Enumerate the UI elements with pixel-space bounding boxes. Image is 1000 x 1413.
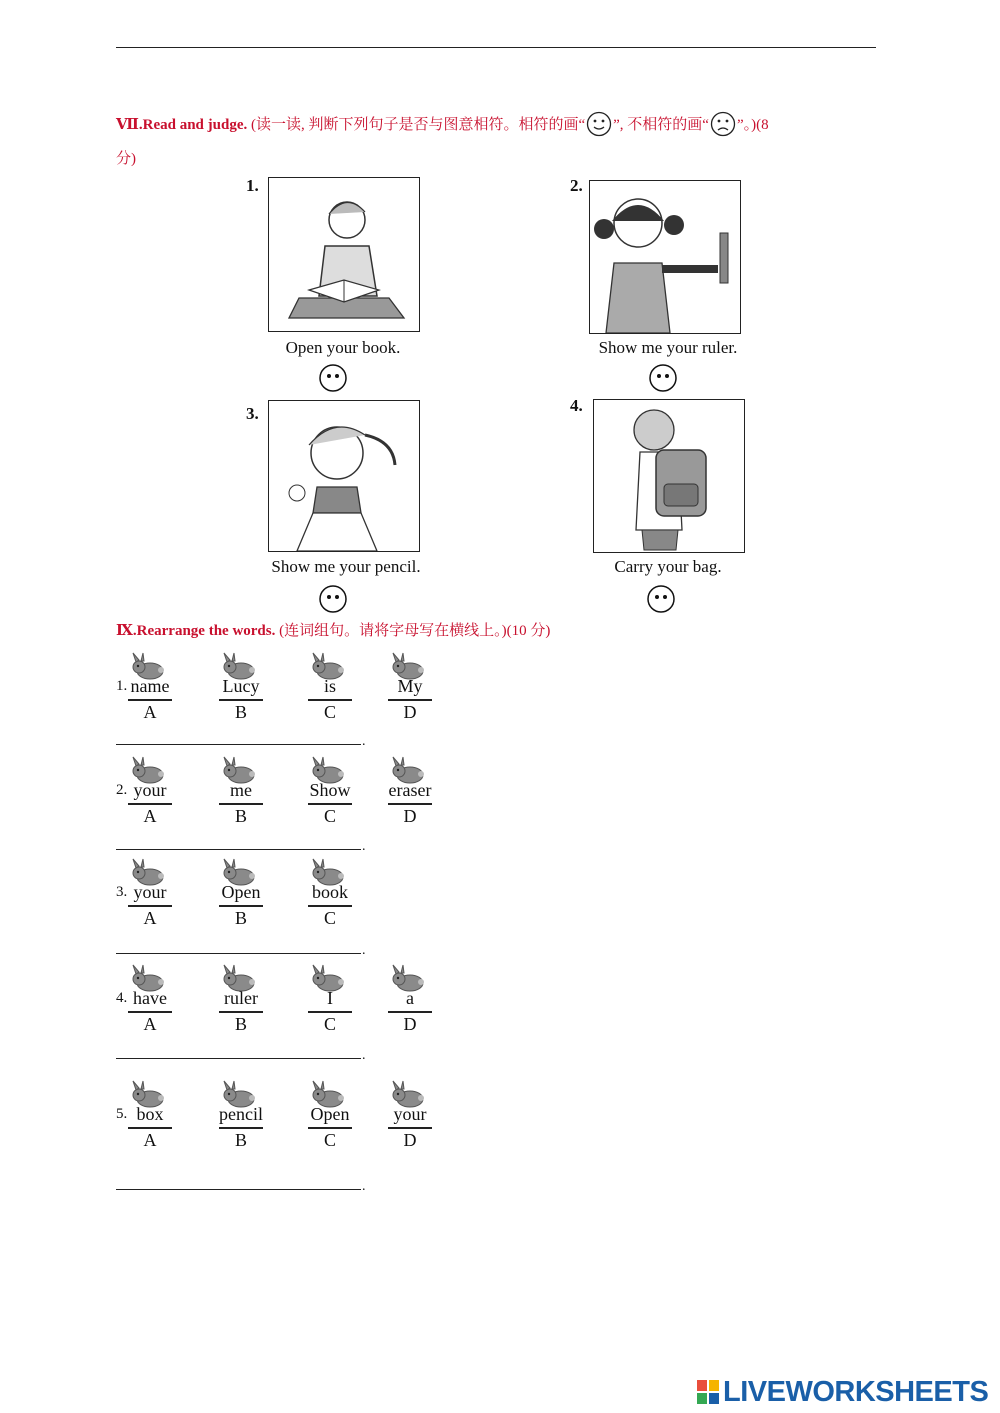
word-underline (388, 803, 432, 805)
word-underline (308, 699, 352, 701)
question-1-number: 1. (116, 678, 128, 694)
question-4-number: 4. (116, 990, 128, 1006)
picture-3-number: 3. (246, 404, 259, 423)
word-underline (128, 1127, 172, 1129)
question-1-letter-c: C (323, 702, 336, 722)
question-1-answer-line[interactable] (116, 744, 361, 745)
question-5-letter-c: C (323, 1130, 336, 1150)
question-4-letter-b: B (234, 1014, 247, 1034)
word-underline (219, 905, 263, 907)
question-2-end-period: . (362, 839, 366, 854)
picture-2-answer-face-icon[interactable] (648, 363, 678, 393)
question-4-word-a: have (133, 988, 167, 1008)
question-5-answer-line[interactable] (116, 1189, 361, 1190)
question-5-word-c: Open (310, 1104, 350, 1124)
section-9-title: Rearrange the words. (136, 623, 276, 639)
question-4-letter-a: A (143, 1014, 157, 1034)
boy-reading-illustration (269, 178, 419, 331)
section-7-instr-a: (读一读, 判断下列句子是否与图意相符。相符的画“ (247, 117, 586, 133)
question-3-word-b: Open (221, 882, 261, 902)
question-2-letter-c: C (323, 806, 336, 826)
top-rule (116, 47, 876, 48)
question-5-word-b: pencil (219, 1104, 263, 1124)
question-5-letter-d: D (403, 1130, 417, 1150)
brand-text: LIVEWORKSHEETS (723, 1375, 989, 1408)
question-1-letter-a: A (143, 702, 157, 722)
word-underline (308, 803, 352, 805)
word-underline (219, 1127, 263, 1129)
word-underline (388, 1127, 432, 1129)
question-5-letter-b: B (234, 1130, 247, 1150)
question-5-word-a: box (136, 1104, 164, 1124)
question-4-word-d: a (406, 988, 414, 1008)
section-9-heading (116, 614, 886, 648)
picture-3-girl-pencil (268, 400, 420, 552)
happy-face-icon (586, 111, 612, 137)
picture-2-girl-ruler (589, 180, 741, 334)
section-7-heading (116, 108, 886, 176)
question-5-end-period: . (362, 1179, 366, 1194)
word-underline (308, 905, 352, 907)
question-3-answer-line[interactable] (116, 953, 361, 954)
question-5-number: 5. (116, 1106, 128, 1122)
question-2-number: 2. (116, 782, 128, 798)
liveworksheets-logo-icon (697, 1380, 719, 1404)
question-2-word-d: eraser (388, 780, 432, 800)
question-1-word-c: is (323, 676, 336, 696)
question-4-end-period: . (362, 1048, 366, 1063)
word-underline (128, 905, 172, 907)
question-5-letter-a: A (143, 1130, 157, 1150)
question-4-word-b: ruler (224, 988, 258, 1008)
word-underline (219, 803, 263, 805)
question-1-word-b: Lucy (222, 676, 260, 696)
section-9-instr: (连词组句。请将字母写在横线上。)(10 分) (275, 623, 551, 639)
picture-2-number: 2. (570, 176, 583, 195)
question-1-word-d: My (397, 676, 423, 696)
girl-ruler-illustration (590, 181, 740, 333)
section-7-instr-d: 分) (116, 151, 136, 167)
word-underline (308, 1127, 352, 1129)
picture-2-caption: Show me your ruler. (598, 338, 738, 357)
word-underline (128, 1011, 172, 1013)
picture-4-caption: Carry your bag. (614, 557, 722, 576)
question-2-letter-d: D (403, 806, 417, 826)
word-underline (388, 699, 432, 701)
picture-3-answer-face-icon[interactable] (318, 584, 348, 614)
section-7-instr-b: ”, 不相符的画“ (613, 117, 709, 133)
question-3-letter-b: B (234, 908, 247, 928)
section-7-number: Ⅶ. (116, 117, 143, 133)
picture-3-caption: Show me your pencil. (271, 557, 421, 576)
word-underline (388, 1011, 432, 1013)
question-3-word-a: your (133, 882, 167, 902)
picture-4-number: 4. (570, 396, 583, 415)
question-1-letter-d: D (403, 702, 417, 722)
sad-face-icon (710, 111, 736, 137)
word-underline (128, 699, 172, 701)
question-4-answer-line[interactable] (116, 1058, 361, 1059)
child-bag-illustration (594, 400, 744, 552)
picture-1-number: 1. (246, 176, 259, 195)
section-7-instr-c: ”。)(8 (736, 117, 769, 133)
picture-1-caption: Open your book. (285, 338, 401, 357)
word-underline (308, 1011, 352, 1013)
question-4-letter-c: C (323, 1014, 336, 1034)
question-2-letter-a: A (143, 806, 157, 826)
question-3-letter-c: C (323, 908, 336, 928)
question-5-word-d: your (393, 1104, 427, 1124)
girl-pencil-illustration (269, 401, 419, 551)
section-7-title: Read and judge. (142, 117, 248, 133)
picture-1-answer-face-icon[interactable] (318, 363, 348, 393)
picture-4-answer-face-icon[interactable] (646, 584, 676, 614)
liveworksheets-brand (697, 1376, 988, 1408)
question-3-letter-a: A (143, 908, 157, 928)
question-2-answer-line[interactable] (116, 849, 361, 850)
question-2-word-c: Show (309, 780, 351, 800)
question-3-end-period: . (362, 943, 366, 958)
picture-1-boy-reading (268, 177, 420, 332)
picture-4-child-bag (593, 399, 745, 553)
word-underline (219, 1011, 263, 1013)
question-1-letter-b: B (234, 702, 247, 722)
word-underline (219, 699, 263, 701)
word-underline (128, 803, 172, 805)
question-2-word-a: your (133, 780, 167, 800)
question-2-word-b: me (230, 780, 252, 800)
question-1-word-a: name (130, 676, 170, 696)
question-3-number: 3. (116, 884, 128, 900)
question-1-end-period: . (362, 734, 366, 749)
question-4-letter-d: D (403, 1014, 417, 1034)
section-9-number: Ⅸ. (116, 623, 137, 639)
question-3-word-c: book (312, 882, 348, 902)
question-2-letter-b: B (234, 806, 247, 826)
question-4-word-c: I (327, 988, 333, 1008)
